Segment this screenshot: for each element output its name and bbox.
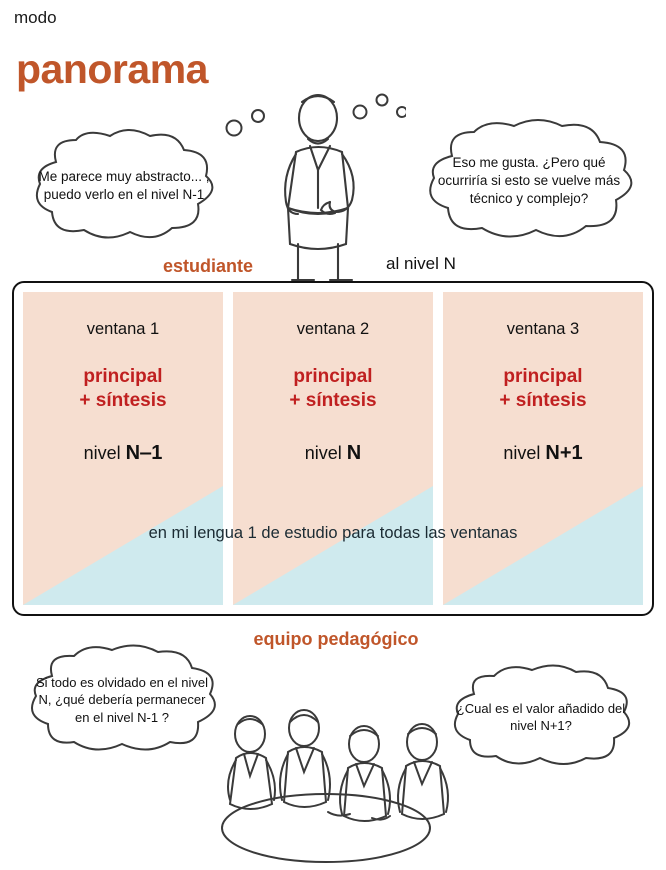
windows-panel [12,281,654,616]
panel-footer-text: en mi lengua 1 de estudio para todas las ventanas [148,524,518,542]
window-level-prefix: nivel [83,442,121,463]
role-label-student: estudiante [162,256,254,276]
team-bubble-right-text: ¿Cual es el valor añadido del nivel N+1? [456,700,626,733]
student-bubble-left-text: Me parece muy abstracto... , puedo verlo en el nivel N-1 [38,169,210,202]
role-label-team [246,628,426,651]
window-main-line1: principal [293,366,373,387]
window-title: ventana 3 [506,320,580,338]
window-level-value: N+1 [545,441,583,464]
window-level [84,442,163,465]
page-title: panorama [16,46,208,92]
window-main-line1: principal [503,366,583,387]
window-level [503,442,582,465]
window-title: ventana 1 [86,320,160,338]
team-bubble-left [22,644,222,756]
window-main-line1: principal [83,366,163,387]
window-main-line2: + síntesis [79,390,167,412]
window-main [79,365,166,414]
student-bubble-right [418,118,640,244]
window-level-value: N [346,441,362,464]
team-bubble-right [446,664,636,770]
window-main [289,365,376,414]
thought-bubble-dots-icon [216,86,406,146]
window-level [305,442,362,465]
window-level-value: N‒1 [125,441,163,464]
role-label-team-text: equipo pedagógico [253,629,419,649]
window-main-line2: + síntesis [499,390,587,412]
window-card-2 [233,292,433,605]
window-level-prefix: nivel [304,442,342,463]
student-bubble-right-text: Eso me gusta. ¿Pero qué ocurriría si esto se vuelve más técnico y complejo? [437,155,621,206]
window-card-3 [443,292,643,605]
window-title: ventana 2 [296,320,370,338]
group-meeting-figure-icon [176,700,490,868]
window-main-line2: + síntesis [289,390,377,412]
window-main [499,365,586,414]
student-bubble-left [26,128,222,244]
mode-label: modo [14,8,57,27]
window-level-prefix: nivel [503,442,541,463]
window-card-1 [23,292,223,605]
student-level-note: al nivel N [386,254,456,273]
team-bubble-left-text: Si todo es olvidado en el nivel N, ¿qué debería permanecer en el nivel N-1 ? [35,675,208,725]
